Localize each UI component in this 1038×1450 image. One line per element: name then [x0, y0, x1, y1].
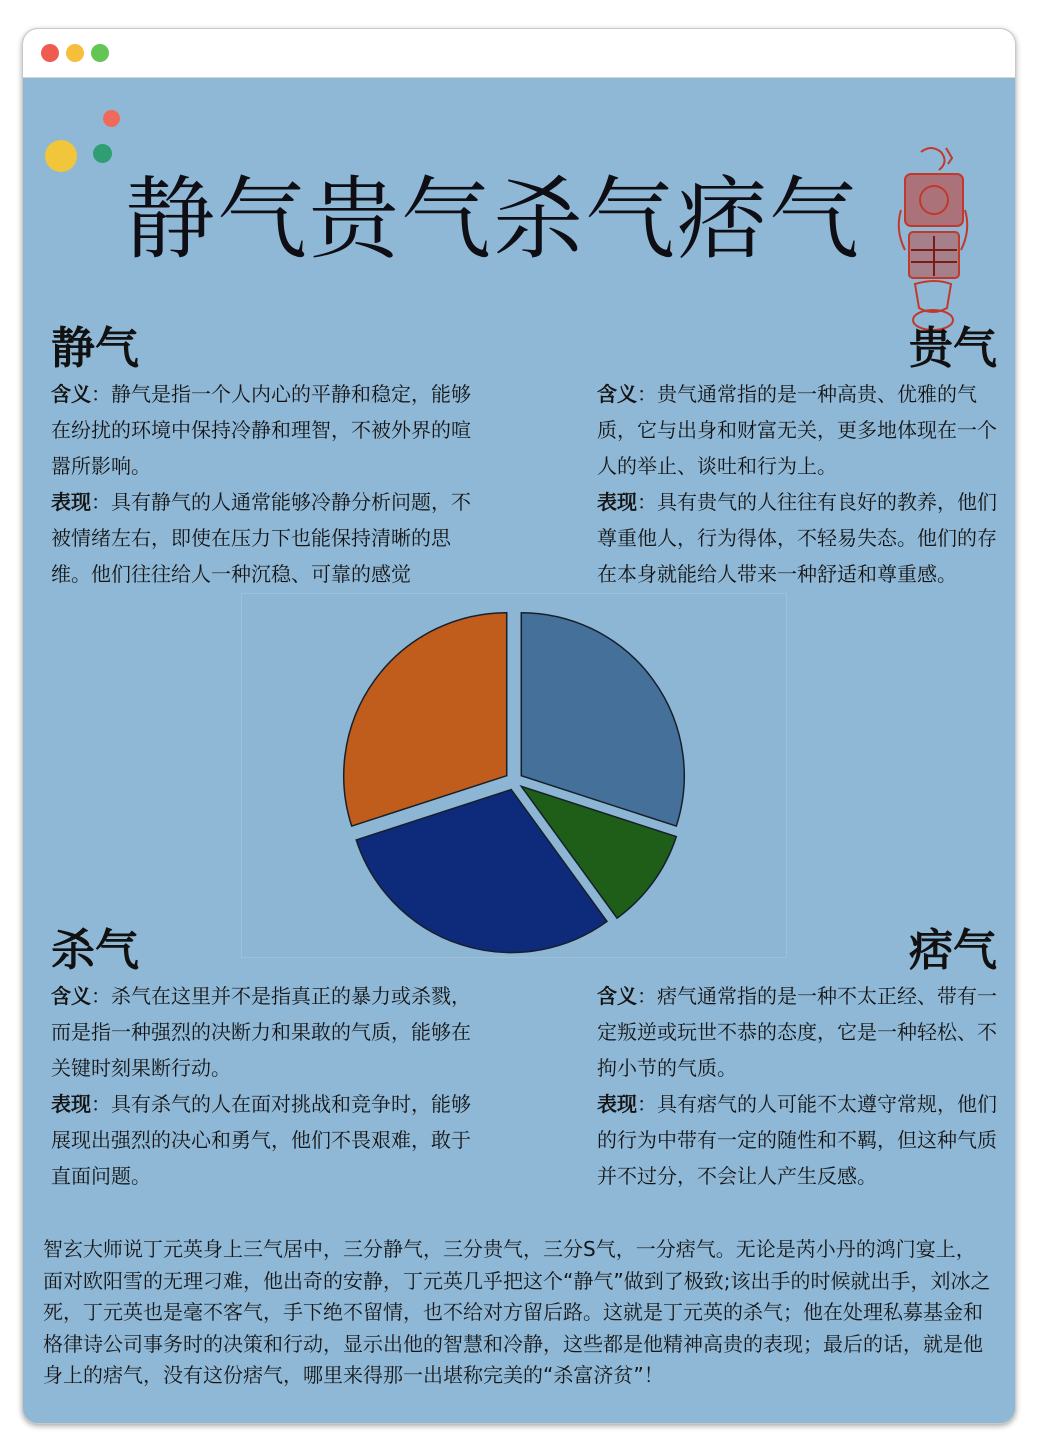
meaning-text: ：静气是指一个人内心的平静和稳定，能够在纷扰的环境中保持冷静和理智，不被外界的喧嚣所影响。: [51, 382, 471, 478]
pie-chart-panel: [241, 593, 787, 958]
behavior-text: ：具有杀气的人在面对挑战和竞争时，能够展现出强烈的决心和勇气，他们不畏艰难，敢于直面问题。: [51, 1092, 471, 1188]
meaning-text: ：贵气通常指的是一种高贵、优雅的气质，它与出身和财富无关，更多地体现在一个人的举止、谈吐和行为上。: [597, 382, 997, 478]
browser-window: [22, 28, 1016, 1424]
page-title: 静气贵气杀气痞气: [125, 167, 861, 272]
section-behavior-gui: [597, 484, 997, 592]
meaning-text: ：杀气在这里并不是指真正的暴力或杀戮，而是指一种强烈的决断力和果敢的气质，能够在关键时刻果断行动。: [51, 984, 471, 1080]
behavior-label: 表现: [597, 1092, 637, 1116]
section-heading-pi: 痞气: [909, 925, 997, 976]
section-meaning-pi: [597, 978, 997, 1086]
section-heading-jing: 静气: [51, 323, 139, 374]
pie-slice-gui: [344, 613, 507, 826]
section-meaning-sha: [51, 978, 471, 1086]
behavior-text: ：具有贵气的人往往有良好的教养，他们尊重他人，行为得体，不轻易失态。他们的存在本身就能给人带来一种舒适和尊重感。: [597, 490, 997, 586]
behavior-label: 表现: [51, 490, 91, 514]
minimize-window-button[interactable]: [66, 44, 84, 62]
section-heading-sha: 杀气: [51, 925, 139, 976]
section-sha: [51, 924, 471, 1194]
behavior-label: 表现: [597, 490, 637, 514]
seal-stamp-icon: [891, 140, 975, 340]
meaning-label: 含义: [597, 382, 637, 406]
decorative-green-dot: [93, 144, 112, 163]
section-behavior-jing: [51, 484, 471, 592]
window-titlebar: [23, 29, 1015, 78]
behavior-text: ：具有静气的人通常能够冷静分析问题，不被情绪左右，即使在压力下也能保持清晰的思维。他们往往给人一种沉稳、可靠的感觉: [51, 490, 471, 586]
meaning-label: 含义: [51, 382, 91, 406]
behavior-label: 表现: [51, 1092, 91, 1116]
pie-chart: [242, 594, 786, 957]
section-meaning-gui: [597, 376, 997, 484]
section-behavior-sha: [51, 1086, 471, 1194]
section-jing: [51, 322, 471, 592]
section-pi: [597, 924, 997, 1194]
meaning-label: 含义: [597, 984, 637, 1008]
maximize-window-button[interactable]: [91, 44, 109, 62]
decorative-red-dot: [103, 110, 120, 127]
close-window-button[interactable]: [41, 44, 59, 62]
section-heading-gui: 贵气: [909, 323, 997, 374]
meaning-text: ：痞气通常指的是一种不太正经、带有一定叛逆或玩世不恭的态度，它是一种轻松、不拘小节的气质。: [597, 984, 997, 1080]
page-content: [23, 78, 1015, 1423]
summary-paragraph: 智玄大师说丁元英身上三气居中，三分静气，三分贵气，三分S气，一分痞气。无论是芮小丹的鸿门宴上，面对欧阳雪的无理刁难，他出奇的安静，丁元英几乎把这个“静气”做到了极致;该出手的时候就出手，刘冰之死，丁元英也是毫不客气，手下绝不留情，也不给对方留后路。这就是丁元英的杀气；他在处理私募基金和格律诗公司事务时的决策和行动，显示出他的智慧和冷静，这些都是他精神高贵的表现；最后的话，就是他身上的痞气，没有这份痞气，哪里来得那一出堪称完美的“杀富济贫”！: [43, 1237, 991, 1388]
section-gui: [597, 322, 997, 592]
section-behavior-pi: [597, 1086, 997, 1194]
meaning-label: 含义: [51, 984, 91, 1008]
section-meaning-jing: [51, 376, 471, 484]
behavior-text: ：具有痞气的人可能不太遵守常规，他们的行为中带有一定的随性和不羁，但这种气质并不过分，不会让人产生反感。: [597, 1092, 997, 1188]
